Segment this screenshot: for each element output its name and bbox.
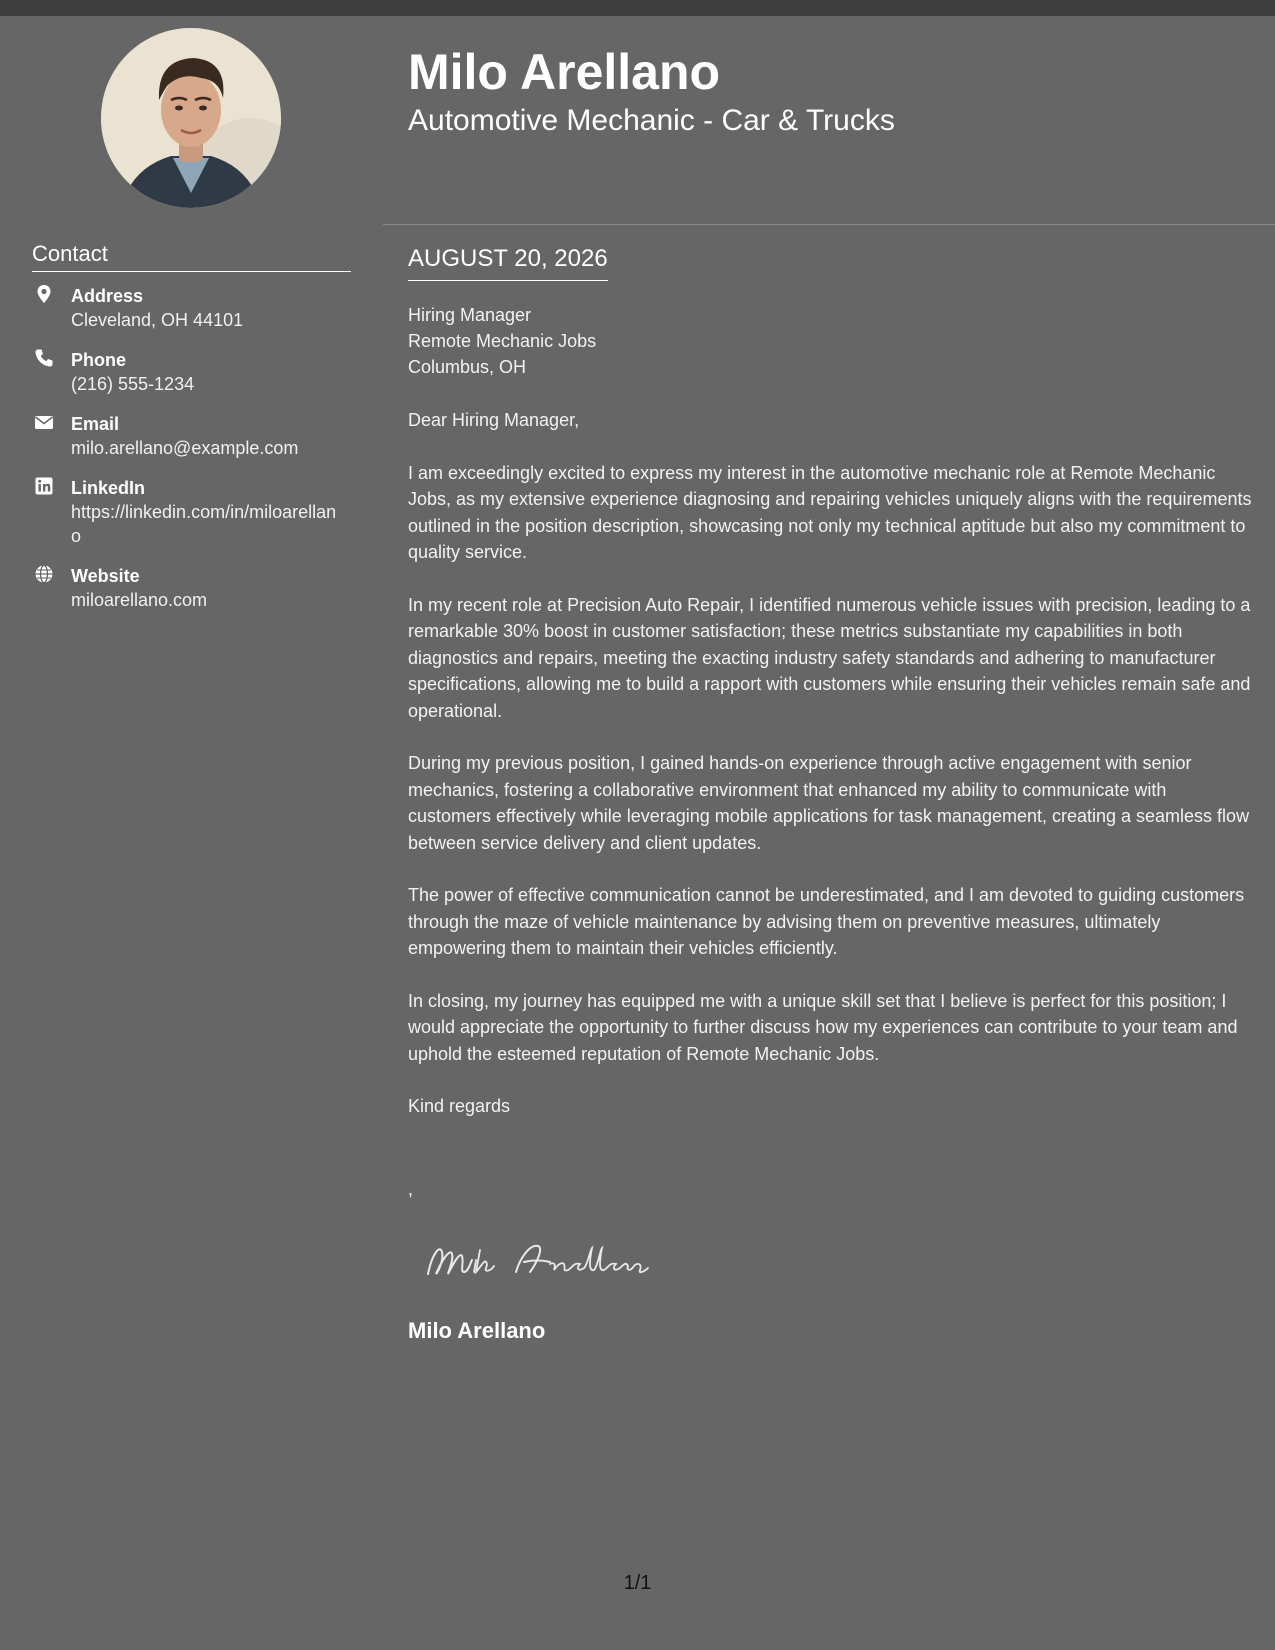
location-pin-icon — [34, 284, 54, 304]
salutation: Dear Hiring Manager, — [408, 410, 580, 430]
recipient-line: Hiring Manager — [408, 305, 532, 325]
contact-address — [32, 284, 352, 332]
globe-icon — [34, 564, 54, 584]
portrait-image — [101, 28, 281, 208]
contact-value: milo.arellano@example.com — [71, 438, 299, 458]
contact-label: LinkedIn — [71, 478, 146, 498]
job-title: Automotive Mechanic - Car & Trucks — [408, 104, 895, 137]
contact-email — [32, 412, 352, 460]
phone-icon — [34, 348, 54, 368]
recipient-line: Remote Mechanic Jobs — [408, 331, 597, 351]
letter-date: AUGUST 20, 2026 — [408, 244, 608, 281]
letter-paragraph: In closing, my journey has equipped me with a unique skill set that I believe is perfect for this position; I would appreciate the opportunity to further discuss how my experiences can contribute to your team and uphold the esteemed reputation of Remote Mechanic Jobs. — [408, 990, 1238, 1064]
contact-label: Phone — [71, 350, 127, 370]
closing-comma: , — [408, 1178, 414, 1199]
profile-photo — [101, 28, 281, 208]
contact-label: Email — [71, 414, 120, 434]
letter-paragraph: In my recent role at Precision Auto Repair, I identified numerous vehicle issues with precision, leading to a remarkable 30% boost in customer satisfaction; these metrics substantiate my capabilities in both diagnostics and repairs, meeting the exacting industry safety standards and adhering to manufacturer specifications, allowing me to build a rapport with customers while ensuring their vehicles remain safe and operational. — [408, 594, 1251, 721]
contact-label: Address — [71, 286, 144, 306]
letter-paragraph: The power of effective communication cannot be underestimated, and I am devoted to guiding customers through the maze of vehicle maintenance by advising them on preventive measures, ultimately empowering them to maintain their vehicles efficiently. — [408, 885, 1245, 958]
contact-label: Website — [71, 566, 140, 586]
top-bar — [0, 0, 1275, 16]
signature-image — [420, 1234, 660, 1290]
contact-website — [32, 564, 352, 612]
recipient-line: Columbus, OH — [408, 357, 527, 377]
letter-paragraph: During my previous position, I gained hands-on experience through active engagement with senior mechanics, fostering a collaborative environment that enhanced my ability to communicate with customers effectively while leveraging mobile applications for task management, creating a seamless flow between service delivery and client updates. — [408, 753, 1250, 853]
contact-value: (216) 555-1234 — [71, 374, 195, 394]
letter-paragraph: I am exceedingly excited to express my interest in the automotive mechanic role at Remote Mechanic Jobs, as my extensive experience diagnosing and repairing vehicles uniquely aligns with the requirements outlined in the position description, showcasing not only my technical aptitude but also my commitment to quality service. — [408, 462, 1252, 562]
contact-heading: Contact — [32, 241, 351, 272]
recipient-block — [408, 302, 1253, 380]
signed-name: Milo Arellano — [408, 1318, 546, 1343]
contact-value[interactable]: miloarellano.com — [71, 590, 208, 610]
contact-value[interactable]: https://linkedin.com/in/miloarellano — [71, 502, 337, 546]
applicant-name: Milo Arellano — [408, 44, 721, 100]
contact-phone — [32, 348, 352, 396]
contact-value: Cleveland, OH 44101 — [71, 310, 244, 330]
envelope-icon — [34, 412, 54, 432]
header-divider — [383, 224, 1275, 225]
letter-body — [408, 302, 1253, 1202]
linkedin-icon — [34, 476, 54, 496]
page-number: 1/1 — [623, 1572, 652, 1594]
contact-list — [32, 284, 352, 628]
contact-linkedin — [32, 476, 352, 548]
closing: Kind regards — [408, 1096, 511, 1116]
cover-letter-page — [0, 16, 1275, 1650]
